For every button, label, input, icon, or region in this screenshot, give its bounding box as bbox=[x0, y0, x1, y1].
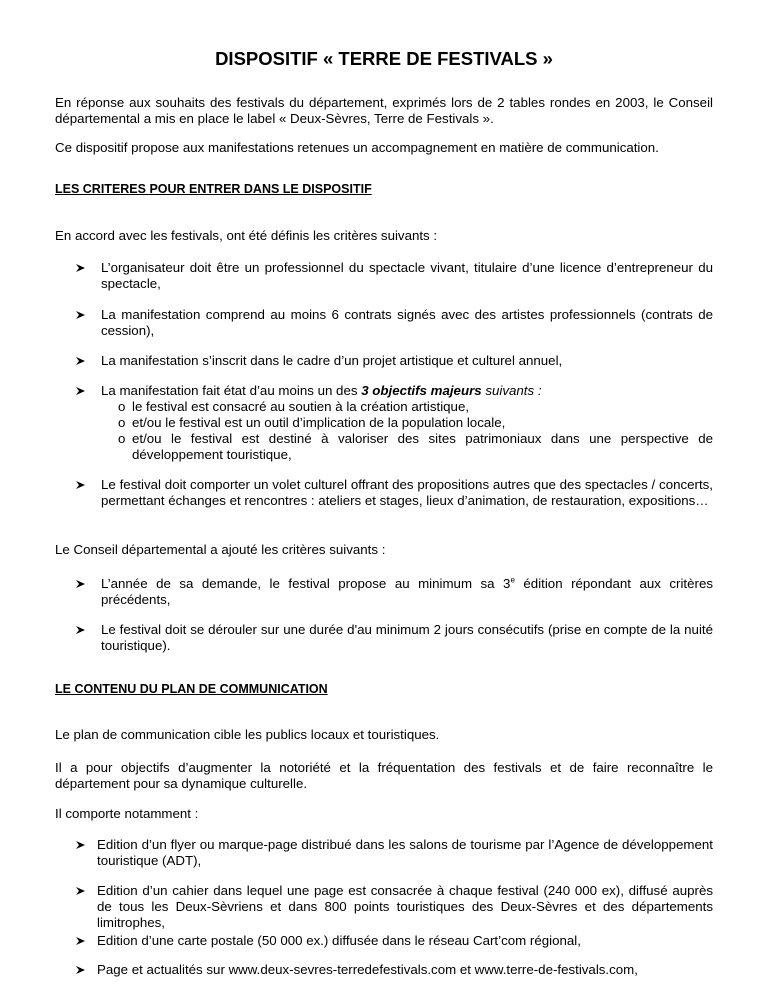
arrow-bullet-icon bbox=[75, 837, 87, 853]
circle-bullet-icon: o bbox=[118, 431, 126, 446]
bullet-text: Edition d’une carte postale (50 000 ex.) diffusée dans le réseau Cart’com régional, bbox=[97, 933, 581, 948]
arrow-bullet-icon bbox=[75, 477, 87, 493]
communication-bullet bbox=[75, 933, 713, 949]
arrow-bullet-icon bbox=[75, 260, 87, 276]
bullet-text: Le festival doit comporter un volet culturel offrant des propositions autres que des spectacles / concerts, permettant échanges et rencontres : ateliers et stages, lieux d’animation, de restauration, expositions… bbox=[101, 477, 713, 508]
communication-bullet bbox=[75, 837, 713, 869]
ordinal-superscript: e bbox=[510, 575, 515, 585]
page-title: DISPOSITIF « TERRE DE FESTIVALS » bbox=[215, 48, 553, 69]
circle-bullet-icon: o bbox=[118, 415, 126, 430]
criteria-bullet bbox=[75, 576, 713, 608]
bullet-text: Le festival doit se dérouler sur une durée d'au minimum 2 jours consécutifs (prise en compte de la nuité touristique). bbox=[101, 622, 713, 653]
bullet-text: Edition d’un flyer ou marque-page distribué dans les salons de tourisme par l’Agence de développement touristique (ADT), bbox=[97, 837, 713, 868]
intro-paragraph-1: En réponse aux souhaits des festivals du département, exprimés lors de 2 tables rondes en 2003, le Conseil départemental a mis en place le label « Deux-Sèvres, Terre de Festivals ». bbox=[55, 95, 713, 126]
communication-bullet bbox=[75, 962, 713, 978]
arrow-bullet-icon bbox=[75, 383, 87, 399]
arrow-bullet-icon bbox=[75, 353, 87, 369]
arrow-bullet-icon bbox=[75, 883, 87, 899]
criteria-bullet bbox=[75, 260, 713, 292]
objective-subitem bbox=[118, 399, 713, 415]
bullet-text: La manifestation s’inscrit dans le cadre d’un projet artistique et culturel annuel, bbox=[101, 353, 563, 368]
criteria-bullet bbox=[75, 353, 713, 369]
communication-paragraph-2: Il a pour objectifs d’augmenter la notoriété et la fréquentation des festivals et de faire reconnaître le département pour sa dynamique culturelle. bbox=[55, 760, 713, 791]
intro-paragraph-2: Ce dispositif propose aux manifestations retenues un accompagnement en matière de communication. bbox=[55, 140, 659, 155]
bullet-text: Edition d’un cahier dans lequel une page est consacrée à chaque festival (240 000 ex), diffusé auprès de tous les Deux-Sèvriens et dans 800 points touristiques des Deux-Sèvres et des départements limitrophes, bbox=[97, 883, 713, 930]
subitem-text: et/ou le festival est un outil d’implication de la population locale, bbox=[132, 415, 506, 430]
arrow-bullet-icon bbox=[75, 933, 87, 949]
criteria-bullet bbox=[75, 622, 713, 654]
bullet-text: La manifestation comprend au moins 6 contrats signés avec des artistes professionnels (contrats de cession), bbox=[101, 307, 713, 338]
communication-paragraph-1: Le plan de communication cible les publics locaux et touristiques. bbox=[55, 727, 440, 742]
objective-subitem bbox=[118, 431, 713, 463]
communication-paragraph-3: Il comporte notamment : bbox=[55, 806, 199, 821]
bullet-text-suffix: suivants : bbox=[481, 383, 542, 398]
bullet-text-suffix: édition répondant aux critères précédents, bbox=[101, 576, 713, 607]
bullet-text: Page et actualités sur www.deux-sevres-terredefestivals.com et www.terre-de-festivals.com, bbox=[97, 962, 638, 977]
arrow-bullet-icon bbox=[75, 307, 87, 323]
circle-bullet-icon: o bbox=[118, 399, 126, 414]
arrow-bullet-icon bbox=[75, 622, 87, 638]
bullet-text-prefix: L’année de sa demande, le festival propose au minimum sa 3 bbox=[101, 576, 511, 591]
subitem-text: et/ou le festival est destiné à valoriser des sites patrimoniaux dans une perspective de développement touristique, bbox=[132, 431, 713, 462]
criteria-bullet-objectives bbox=[75, 383, 713, 399]
criteria-bullet bbox=[75, 307, 713, 339]
criteria-lead-2: Le Conseil départemental a ajouté les critères suivants : bbox=[55, 542, 386, 557]
arrow-bullet-icon bbox=[75, 576, 87, 592]
criteria-bullet bbox=[75, 477, 713, 509]
communication-bullet bbox=[75, 883, 713, 931]
bullet-text-prefix: La manifestation fait état d’au moins un des bbox=[101, 383, 362, 398]
arrow-bullet-icon bbox=[75, 962, 87, 978]
section-heading-criteria: LES CRITERES POUR ENTRER DANS LE DISPOSITIF bbox=[55, 182, 372, 196]
criteria-lead: En accord avec les festivals, ont été définis les critères suivants : bbox=[55, 228, 438, 243]
objective-subitem bbox=[118, 415, 713, 431]
section-heading-communication: LE CONTENU DU PLAN DE COMMUNICATION bbox=[55, 682, 328, 696]
subitem-text: le festival est consacré au soutien à la création artistique, bbox=[132, 399, 470, 414]
objectives-emphasis: 3 objectifs majeurs bbox=[361, 383, 482, 398]
bullet-text: L’organisateur doit être un professionnel du spectacle vivant, titulaire d’une licence d’entrepreneur du spectacle, bbox=[101, 260, 713, 291]
